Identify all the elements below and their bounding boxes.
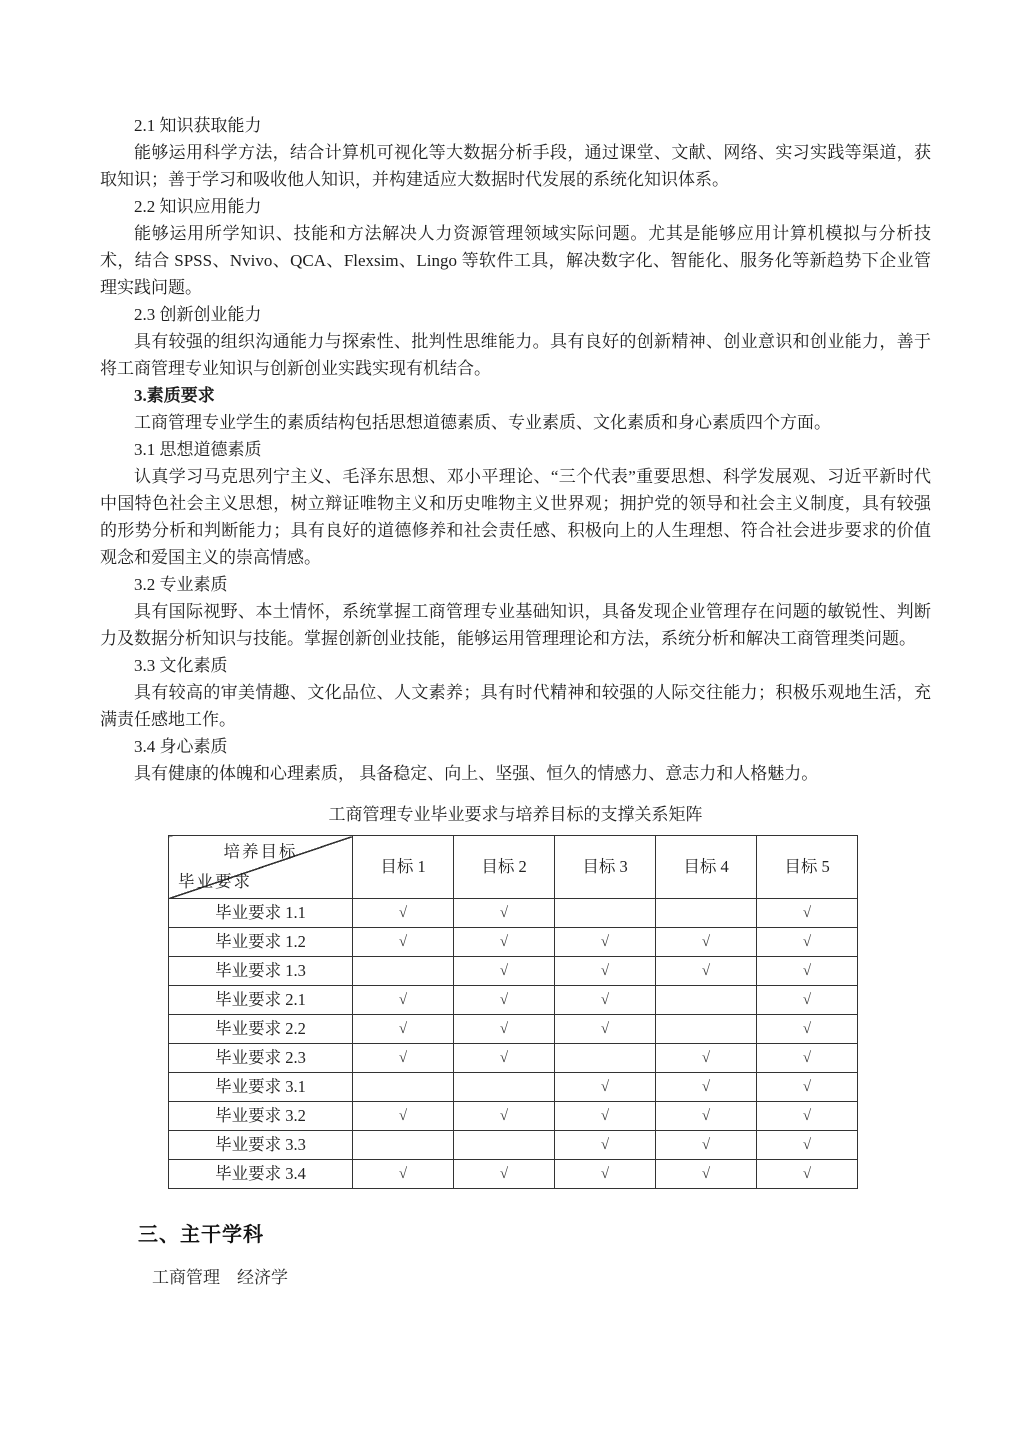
matrix-cell: √ — [353, 899, 454, 928]
matrix-cell: √ — [555, 1102, 656, 1131]
matrix-cell: √ — [656, 1160, 757, 1189]
matrix-cell: √ — [757, 1073, 858, 1102]
matrix-row-2-3 — [169, 1044, 858, 1073]
paragraph-2-1: 能够运用科学方法，结合计算机可视化等大数据分析手段，通过课堂、文献、网络、实习实践等渠道，获取知识；善于学习和吸收他人知识，并构建适应大数据时代发展的系统化知识体系。 — [100, 143, 931, 189]
matrix-row-3-2 — [169, 1102, 858, 1131]
matrix-cell: √ — [757, 928, 858, 957]
paragraph-3-1: 认真学习马克思列宁主义、毛泽东思想、邓小平理论、“三个代表”重要思想、科学发展观、习近平新时代中国特色社会主义思想，树立辩证唯物主义和历史唯物主义世界观；拥护党的领导和社会主义制度，具有较强的形势分析和判断能力；具有良好的道德修养和社会责任感、积极向上的人生理想、符合社会进步要求的价值观念和爱国主义的崇高情感。 — [100, 467, 931, 567]
matrix-col-header-goal5: 目标 5 — [757, 836, 858, 899]
matrix-cell: √ — [454, 899, 555, 928]
matrix-cell: √ — [656, 1102, 757, 1131]
support-matrix-table — [168, 835, 858, 1189]
matrix-cell: √ — [555, 1015, 656, 1044]
matrix-cell: √ — [454, 1044, 555, 1073]
paragraph-3-3: 具有较高的审美情趣、文化品位、人文素养；具有时代精神和较强的人际交往能力；积极乐观地生活，充满责任感地工作。 — [100, 683, 931, 729]
matrix-cell: √ — [555, 1160, 656, 1189]
matrix-cell: √ — [757, 1160, 858, 1189]
row-label: 毕业要求 2.2 — [169, 1015, 353, 1044]
matrix-cell: √ — [353, 1102, 454, 1131]
paragraph-2-3: 具有较强的组织沟通能力与探索性、批判性思维能力。具有良好的创新精神、创业意识和创业能力，善于将工商管理专业知识与创新创业实践实现有机结合。 — [100, 332, 931, 378]
matrix-col-header-goal1: 目标 1 — [353, 836, 454, 899]
matrix-cell — [656, 899, 757, 928]
matrix-header-row — [169, 836, 858, 899]
matrix-cell: √ — [757, 1131, 858, 1160]
matrix-cell — [353, 1073, 454, 1102]
paragraph-3-intro: 工商管理专业学生的素质结构包括思想道德素质、专业素质、文化素质和身心素质四个方面。 — [134, 413, 831, 432]
matrix-cell: √ — [757, 986, 858, 1015]
matrix-cell: √ — [353, 1015, 454, 1044]
matrix-cell: √ — [656, 1044, 757, 1073]
section-heading-3-4: 3.4 身心素质 — [134, 737, 228, 756]
matrix-cell: √ — [353, 1160, 454, 1189]
matrix-row-1-3 — [169, 957, 858, 986]
document-body — [100, 112, 931, 1291]
matrix-cell: √ — [757, 1044, 858, 1073]
matrix-cell: √ — [555, 986, 656, 1015]
matrix-cell: √ — [454, 986, 555, 1015]
matrix-cell: √ — [353, 928, 454, 957]
matrix-cell: √ — [555, 928, 656, 957]
matrix-cell: √ — [656, 957, 757, 986]
matrix-cell: √ — [757, 899, 858, 928]
matrix-col-header-goal3: 目标 3 — [555, 836, 656, 899]
section-heading-3-1: 3.1 思想道德素质 — [134, 440, 262, 459]
row-label: 毕业要求 3.2 — [169, 1102, 353, 1131]
row-label: 毕业要求 1.2 — [169, 928, 353, 957]
section-heading-main-disciplines: 三、主干学科 — [138, 1224, 264, 1246]
matrix-cell: √ — [656, 1131, 757, 1160]
matrix-cell: √ — [555, 1073, 656, 1102]
matrix-cell: √ — [353, 986, 454, 1015]
matrix-cell — [656, 986, 757, 1015]
matrix-cell — [454, 1073, 555, 1102]
matrix-cell — [555, 1044, 656, 1073]
matrix-cell: √ — [757, 1015, 858, 1044]
matrix-row-2-1 — [169, 986, 858, 1015]
main-disciplines-list: 工商管理 经济学 — [152, 1268, 288, 1287]
matrix-row-3-4 — [169, 1160, 858, 1189]
matrix-cell: √ — [353, 1044, 454, 1073]
corner-label-grad-requirements: 毕业要求 — [178, 872, 252, 891]
matrix-row-2-2 — [169, 1015, 858, 1044]
paragraph-3-4: 具有健康的体魄和心理素质， 具备稳定、向上、坚强、恒久的情感力、意志力和人格魅力。 — [134, 764, 819, 783]
matrix-cell — [656, 1015, 757, 1044]
section-heading-2-1: 2.1 知识获取能力 — [134, 116, 262, 135]
row-label: 毕业要求 3.4 — [169, 1160, 353, 1189]
section-heading-3-2: 3.2 专业素质 — [134, 575, 228, 594]
matrix-cell: √ — [454, 928, 555, 957]
matrix-cell: √ — [454, 1102, 555, 1131]
matrix-cell — [454, 1131, 555, 1160]
section-heading-2-2: 2.2 知识应用能力 — [134, 197, 262, 216]
matrix-table-title: 工商管理专业毕业要求与培养目标的支撑关系矩阵 — [328, 805, 703, 824]
section-heading-2-3: 2.3 创新创业能力 — [134, 305, 262, 324]
matrix-cell: √ — [757, 957, 858, 986]
matrix-corner-cell — [169, 836, 353, 899]
matrix-cell: √ — [454, 957, 555, 986]
row-label: 毕业要求 2.3 — [169, 1044, 353, 1073]
row-label: 毕业要求 3.1 — [169, 1073, 353, 1102]
matrix-cell: √ — [454, 1015, 555, 1044]
matrix-cell — [353, 1131, 454, 1160]
matrix-row-1-1 — [169, 899, 858, 928]
matrix-cell: √ — [656, 1073, 757, 1102]
row-label: 毕业要求 1.1 — [169, 899, 353, 928]
matrix-col-header-goal2: 目标 2 — [454, 836, 555, 899]
matrix-row-3-1 — [169, 1073, 858, 1102]
paragraph-3-2: 具有国际视野、本土情怀，系统掌握工商管理专业基础知识，具备发现企业管理存在问题的敏锐性、判断力及数据分析知识与技能。掌握创新创业技能，能够运用管理理论和方法，系统分析和解决工商管理类问题。 — [100, 602, 931, 648]
matrix-row-1-2 — [169, 928, 858, 957]
matrix-row-3-3 — [169, 1131, 858, 1160]
matrix-col-header-goal4: 目标 4 — [656, 836, 757, 899]
row-label: 毕业要求 2.1 — [169, 986, 353, 1015]
paragraph-2-2: 能够运用所学知识、技能和方法解决人力资源管理领域实际问题。尤其是能够应用计算机模拟与分析技术，结合 SPSS、Nvivo、QCA、Flexsim、Lingo 等软件工具，解决数字化、智能化、服务化等新趋势下企业管理实践问题。 — [100, 224, 931, 297]
matrix-cell — [353, 957, 454, 986]
section-heading-3: 3.素质要求 — [134, 386, 215, 405]
section-heading-3-3: 3.3 文化素质 — [134, 656, 228, 675]
matrix-cell — [555, 899, 656, 928]
matrix-cell: √ — [555, 957, 656, 986]
matrix-cell: √ — [555, 1131, 656, 1160]
matrix-cell: √ — [757, 1102, 858, 1131]
corner-label-training-goals: 培养目标 — [223, 842, 298, 861]
row-label: 毕业要求 1.3 — [169, 957, 353, 986]
matrix-cell: √ — [454, 1160, 555, 1189]
matrix-cell: √ — [656, 928, 757, 957]
row-label: 毕业要求 3.3 — [169, 1131, 353, 1160]
